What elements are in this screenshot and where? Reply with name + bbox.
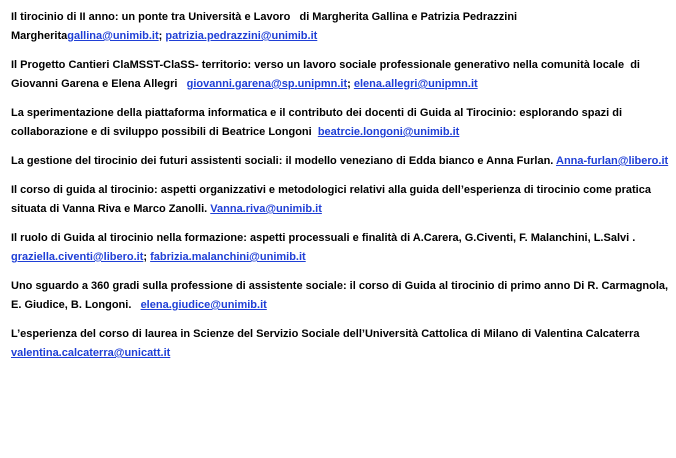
entry	[11, 229, 671, 267]
entry	[11, 8, 671, 46]
entry	[11, 181, 671, 219]
entry-title: La gestione del tirocinio dei futuri assistenti sociali: il modello veneziano di Edda bianco e Anna Furlan.	[11, 155, 556, 167]
email-separator: ;	[347, 78, 354, 90]
entry	[11, 277, 671, 315]
entry-title: Il tirocinio di II anno: un ponte tra Università e Lavoro di Margherita Gallina e Patrizia Pedrazzini Margherita	[11, 11, 521, 42]
email-link[interactable]: fabrizia.malanchini@unimib.it	[150, 251, 306, 263]
document-body	[11, 8, 671, 373]
entry-title: La sperimentazione della piattaforma informatica e il contributo dei docenti di Guida al Tirocinio: esplorando spazi di collaborazione e di sviluppo possibili di Beatrice Longoni	[11, 107, 626, 138]
entry-title: Il Progetto Cantieri ClaMSST-ClaSS- territorio: verso un lavoro sociale professionale generativo nella comunità locale di Giovanni Garena e Elena Allegri	[11, 59, 644, 90]
entry	[11, 56, 671, 94]
email-link[interactable]: patrizia.pedrazzini@unimib.it	[165, 30, 318, 42]
email-separator: ;	[143, 251, 151, 263]
email-link[interactable]: valentina.calcaterra@unicatt.it	[11, 347, 171, 359]
entry-title: Il corso di guida al tirocinio: aspetti organizzativi e metodologici relativi alla guida dell’esperienza di tirocinio come pratica situata di Vanna Riva e Marco Zanolli.	[11, 184, 655, 215]
entry-title: Uno sguardo a 360 gradi sulla professione di assistente sociale: il corso di Guida al tirocinio di primo anno Di R. Carmagnola, E. Giudice, B. Longoni.	[11, 280, 672, 311]
entry	[11, 325, 671, 363]
entry-title: L’esperienza del corso di laurea in Scienze del Servizio Sociale dell’Università Cattolica di Milano di Valentina Calcaterra	[11, 328, 643, 340]
email-link[interactable]: elena.giudice@unimib.it	[140, 299, 267, 311]
entry-title: Il ruolo di Guida al tirocinio nella formazione: aspetti processuali e finalità di A.Carera, G.Civenti, F. Malanchini, L.Salvi .	[11, 232, 639, 244]
email-link[interactable]: Anna-furlan@libero.it	[556, 155, 669, 167]
entry	[11, 152, 671, 171]
email-link[interactable]: beatrcie.longoni@unimib.it	[317, 126, 460, 138]
email-link[interactable]: gallina@unimib.it	[67, 30, 159, 42]
email-link[interactable]: Vanna.riva@unimib.it	[210, 203, 322, 215]
email-separator: ;	[158, 30, 166, 42]
email-link[interactable]: graziella.civenti@libero.it	[11, 251, 144, 263]
email-link[interactable]: giovanni.garena@sp.unipmn.it	[186, 78, 348, 90]
email-link[interactable]: elena.allegri@unipmn.it	[353, 78, 478, 90]
entry	[11, 104, 671, 142]
